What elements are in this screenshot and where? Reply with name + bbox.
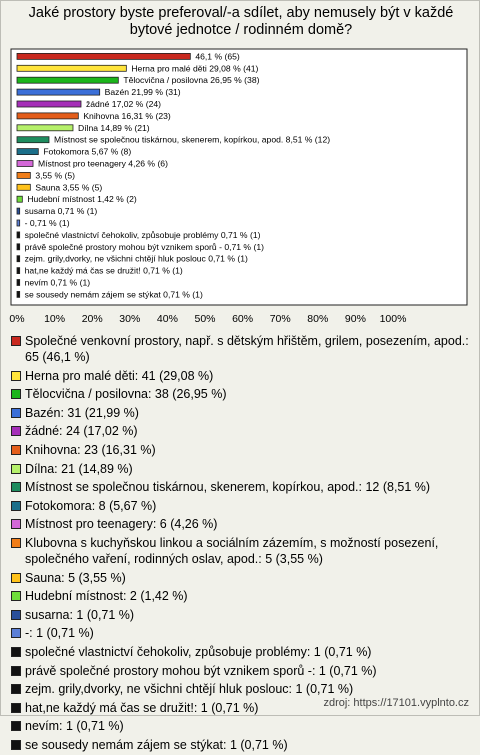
legend-swatch [11,703,21,713]
legend-label: Knihovna: 23 (16,31 %) [25,442,156,457]
bar-label-2: Tělocvična / posilovna 26,95 % (38) [123,75,260,86]
legend-label: Klubovna s kuchyňskou linkou a sociálním zázemím, s možností posezení, společného vaření, rodinných oslav, apod.: 5 (3,55 %) [25,535,439,566]
legend-swatch [11,721,21,731]
bar-label-0: 46,1 % (65) [195,51,240,62]
legend-item [9,588,475,604]
bar-label-10: 3,55 % (5) [35,170,76,181]
bar-2 [17,77,118,83]
bar-13 [17,208,20,214]
bar-12 [17,196,22,202]
chart-title: Jaké prostory byste preferoval/-a sdílet, aby nemusely být v každé bytové jednotce / rodinném domě? [28,5,454,38]
legend-label: zejm. grily,dvorky, ne všichni chtějí hluk poslouc: 1 (0,71 %) [25,682,354,697]
legend-item [9,663,475,679]
bar-0 [17,53,190,59]
legend-item [9,405,475,421]
legend-swatch [11,482,21,492]
x-tick-label: 90% [344,313,366,325]
legend-swatch [11,573,21,583]
legend-swatch [11,538,21,548]
bar-18 [17,268,20,274]
bar-14 [17,220,20,226]
legend-label: Místnost se společnou tiskárnou, skenerem, kopírkou, apod.: 12 (8,51 %) [25,480,431,495]
x-tick-label: 30% [119,313,141,325]
legend-label: hat,ne každý má čas se družit!: 1 (0,71 %) [25,700,259,715]
legend-item [9,516,475,532]
bar-17 [17,256,20,262]
bar-10 [17,172,30,178]
legend-swatch [11,426,21,436]
legend-item [9,442,475,458]
bar-5 [17,113,78,119]
bar-7 [17,137,49,143]
legend-swatch [11,501,21,511]
bar-15 [17,232,20,238]
legend-label: žádné: 24 (17,02 %) [25,424,138,439]
legend-item [9,535,475,567]
bar-19 [17,280,20,286]
bar-label-3: Bazén 21,99 % (31) [104,87,181,98]
legend-label: Hudební místnost: 2 (1,42 %) [25,589,188,604]
legend-label: -: 1 (0,71 %) [25,626,94,641]
bar-16 [17,244,20,250]
legend-swatch [11,389,21,399]
legend-item [9,423,475,439]
legend-label: susarna: 1 (0,71 %) [25,607,135,622]
legend-swatch [11,371,21,381]
bar-label-14: - 0,71 % (1) [24,218,70,228]
bar-8 [17,149,38,155]
legend-label: Dílna: 21 (14,89 %) [25,461,133,476]
legend-item [9,718,475,734]
bar-label-18: hat,ne každý má čas se družit! 0,71 % (1) [24,265,183,276]
bar-20 [17,291,20,297]
bar-3 [17,89,100,95]
legend-swatch [11,740,21,750]
bar-label-1: Herna pro malé děti 29,08 % (41) [131,63,259,74]
legend-item [9,333,475,365]
legend-item [9,461,475,477]
bar-label-5: Knihovna 16,31 % (23) [83,110,171,121]
legend-label: nevím: 1 (0,71 %) [25,719,124,734]
bar-label-17: zejm. grily,dvorky, ne všichni chtějí hluk poslouc 0,71 % (1) [24,253,248,264]
legend-item [9,681,475,697]
x-tick-label: 20% [81,313,103,325]
legend-swatch [11,519,21,529]
legend-label: Herna pro malé děti: 41 (29,08 %) [25,368,214,383]
bar-11 [17,184,30,190]
legend [9,333,475,755]
x-tick-label: 0% [9,313,25,325]
legend-item [9,737,475,753]
bar-6 [17,125,73,131]
x-tick-label: 100% [379,313,407,325]
legend-swatch [11,591,21,601]
bar-label-19: nevím 0,71 % (1) [24,277,91,288]
legend-swatch [11,336,21,346]
bar-4 [17,101,81,107]
x-tick-label: 50% [194,313,216,325]
legend-item [9,607,475,623]
legend-swatch [11,628,21,638]
bar-1 [17,65,126,71]
legend-label: společné vlastnictví čehokoliv, způsobuje problémy: 1 (0,71 %) [25,644,372,659]
x-tick-label: 10% [44,313,66,325]
legend-item [9,570,475,586]
bar-label-16: právě společné prostory mohou být vznikem sporů - 0,71 % (1) [24,241,264,252]
bar-label-11: Sauna 3,55 % (5) [35,182,103,193]
bar-label-9: Místnost pro teenagery 4,26 % (6) [38,158,168,169]
legend-swatch [11,445,21,455]
legend-swatch [11,408,21,418]
bar-label-6: Dílna 14,89 % (21) [77,122,150,133]
bar-label-15: společné vlastnictví čehokoliv, způsobuje problémy 0,71 % (1) [24,229,261,240]
legend-swatch [11,684,21,694]
bar-chart [1,1,480,331]
legend-label: Místnost pro teenagery: 6 (4,26 %) [25,517,218,532]
bar-9 [17,161,33,167]
x-tick-label: 80% [307,313,329,325]
legend-item [9,386,475,402]
legend-swatch [11,464,21,474]
legend-label: Společné venkovní prostory, např. s dětským hřištěm, grilem, posezením, apod.: 65 (46,1 %) [25,334,469,364]
x-tick-label: 40% [156,313,178,325]
legend-label: Sauna: 5 (3,55 %) [25,570,126,585]
legend-label: Tělocvična / posilovna: 38 (26,95 %) [25,387,227,402]
legend-item [9,644,475,660]
x-tick-label: 70% [269,313,291,325]
bar-label-4: žádné 17,02 % (24) [85,99,162,109]
legend-label: právě společné prostory mohou být vznikem sporů -: 1 (0,71 %) [25,663,377,678]
bar-label-8: Fotokomora 5,67 % (8) [43,146,132,157]
source-note: zdroj: https://17101.vyplnto.cz [323,697,469,709]
legend-swatch [11,666,21,676]
legend-label: Bazén: 31 (21,99 %) [25,405,139,420]
legend-item [9,498,475,514]
bar-label-13: susarna 0,71 % (1) [24,206,98,217]
legend-item [9,368,475,384]
legend-label: se sousedy nemám zájem se stýkat: 1 (0,71 %) [25,737,288,752]
legend-item [9,479,475,495]
bar-label-7: Místnost se společnou tiskárnou, skenerem, kopírkou, apod. 8,51 % (12) [53,134,331,145]
legend-swatch [11,647,21,657]
bar-label-20: se sousedy nemám zájem se stýkat 0,71 % (1) [24,289,203,300]
legend-swatch [11,610,21,620]
legend-item [9,625,475,641]
x-tick-label: 60% [232,313,254,325]
bar-label-12: Hudební místnost 1,42 % (2) [27,194,137,205]
legend-label: Fotokomora: 8 (5,67 %) [25,498,157,513]
